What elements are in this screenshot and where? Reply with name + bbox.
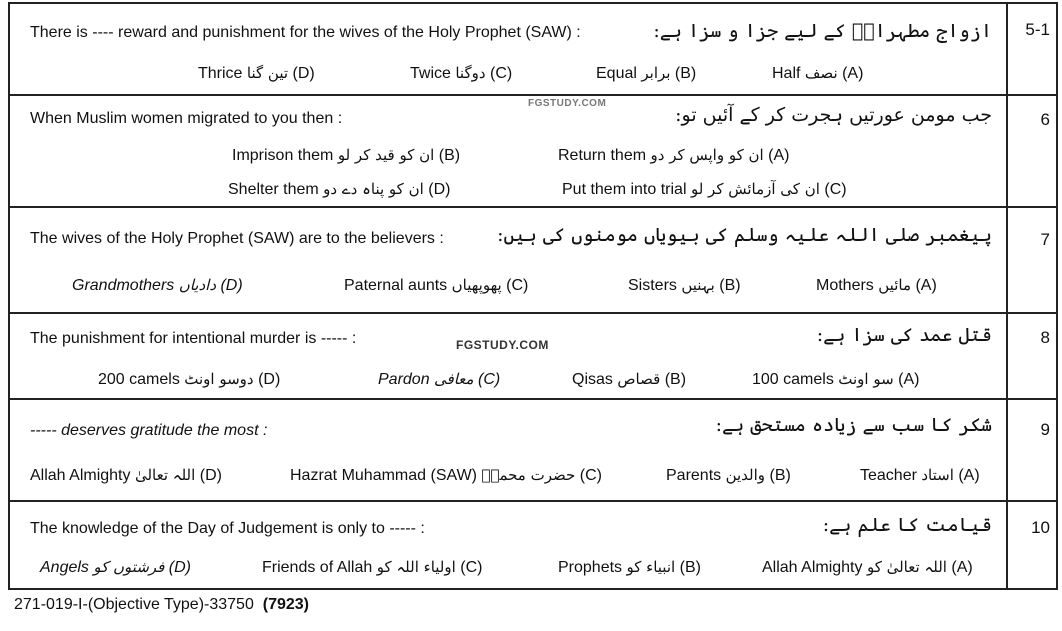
question-row [10,4,1056,96]
question-number: 10 [1031,518,1050,537]
question-text-urdu: شکر کا سب سے زیادہ مستحق ہے: [715,414,992,436]
paper-number: (7923) [262,596,309,613]
question-table [8,2,1058,590]
question-row [10,314,1056,400]
option-a: Teacher استاد (A) [860,466,980,484]
option-d: Allah Almighty اللہ تعالیٰ (D) [30,466,222,484]
option-c: Put them into trial ان کی آزمائش کر لو (C) [562,180,847,198]
option-b: Equal برابر (B) [596,64,697,82]
question-text-urdu: جب مومن عورتیں ہجرت کر کے آئیں تو: [675,104,992,126]
option-c: Pardon معافی (C) [378,370,501,388]
question-text-english: The wives of the Holy Prophet (SAW) are to the believers : [30,230,444,247]
question-number-cell [1006,96,1056,206]
option-b: Imprison them ان کو قید کر لو (B) [232,146,461,164]
option-c: Twice دوگنا (C) [410,64,513,82]
question-number-cell [1006,314,1056,398]
question-number-cell [1006,4,1056,94]
option-d: Grandmothers دادیاں (D) [72,276,243,294]
paper-code: 271-019-I-(Objective Type)-33750 [14,596,254,613]
question-row [10,208,1056,314]
question-number-cell [1006,400,1056,500]
question-number-cell [1006,502,1056,588]
option-b: Parents والدین (B) [666,466,791,484]
question-text-urdu: ازواج مطہراتؓ کے لیے جزا و سزا ہے: [653,20,992,42]
option-a: 100 camels سو اونٹ (A) [752,370,920,388]
option-b: Qisas قصاص (B) [572,370,687,388]
option-b: Prophets انبیاء کو (B) [558,558,701,576]
question-text-urdu: قتل عمد کی سزا ہے: [816,324,992,346]
option-d: Angels فرشتوں کو (D) [40,558,192,576]
question-row [10,400,1056,502]
question-text-urdu: پیغمبر صلی اللہ علیہ وسلم کی بیویاں مومنوں کی ہیں: [497,224,992,246]
paper-footer [14,596,309,614]
question-number: 8 [1040,328,1050,347]
option-d: Shelter them ان کو پناہ دے دو (D) [228,180,451,198]
question-text-english: ----- deserves gratitude the most : [30,422,268,439]
option-a: Mothers مائیں (A) [816,276,937,294]
option-a: Return them ان کو واپس کر دو (A) [558,146,790,164]
question-number-cell [1006,208,1056,312]
question-number: 7 [1040,230,1050,249]
question-number: 6 [1040,110,1050,129]
option-a: Allah Almighty اللہ تعالیٰ کو (A) [762,558,973,576]
option-a: Half نصف (A) [772,64,864,82]
option-d: Thrice تین گنا (D) [198,64,315,82]
question-number: 5-1 [1025,20,1050,39]
question-number: 9 [1040,420,1050,439]
question-text-english: The knowledge of the Day of Judgement is only to ----- : [30,520,425,537]
watermark: FGSTUDY.COM [528,98,607,109]
question-row [10,96,1056,208]
question-text-urdu: قیامت کا علم ہے: [822,514,992,536]
option-c: Friends of Allah اولیاء اللہ کو (C) [262,558,483,576]
question-text-english: There is ---- reward and punishment for the wives of the Holy Prophet (SAW) : [30,24,581,41]
option-b: Sisters بہنیں (B) [628,276,741,294]
option-c: Paternal aunts پھوپھیاں (C) [344,276,529,294]
question-text-english: The punishment for intentional murder is ----- : [30,330,357,347]
option-d: 200 camels دوسو اونٹ (D) [98,370,281,388]
watermark: FGSTUDY.COM [456,338,549,352]
option-c: Hazrat Muhammad (SAW) حضرت محمدؐ (C) [290,466,602,484]
question-text-english: When Muslim women migrated to you then : [30,110,343,127]
question-row [10,502,1056,588]
